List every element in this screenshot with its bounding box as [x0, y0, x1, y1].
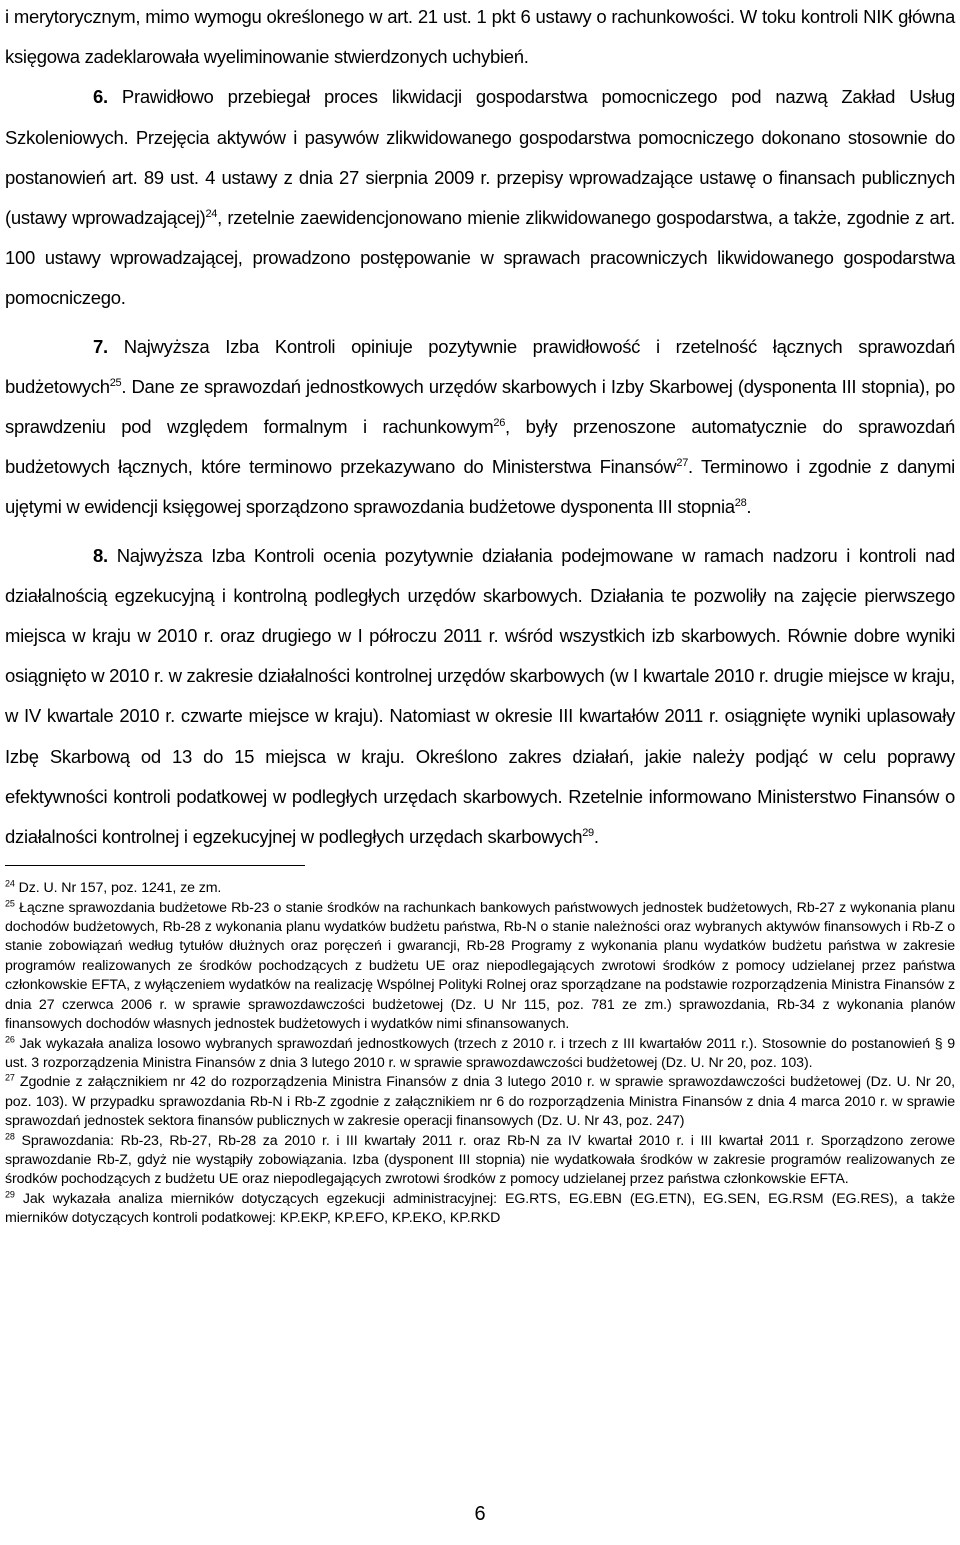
- footnote-number: 25: [5, 897, 15, 908]
- footnote-text: Jak wykazała analiza mierników dotyczących egzekucji administracyjnej: EG.RTS, EG.EBN (EG.ETN), EG.SEN, EG.RSM (EG.RES), a także mierników dotyczących kontroli podatkowej: KP.EKP, KP.EFO, KP.EKO, KP.RKD: [5, 1190, 955, 1227]
- footnote-29: [5, 1190, 955, 1229]
- footnote-ref[interactable]: 27: [676, 457, 689, 470]
- page-number: 6: [474, 1503, 486, 1525]
- paragraph-text: .: [593, 826, 599, 848]
- footnote-text: Łączne sprawozdania budżetowe Rb-23 o stanie środków na rachunkach bankowych państwowych jednostek budżetowych, Rb-27 z wykonania planu dochodów budżetowych, Rb-28 z wykonania planu wydatków budżetu państwa, Rb-N o stanie należności oraz wybranych aktywów finansowych i Rb-Z o stanie zobowiązań według tytułów dłużnych oraz poręczeń i gwarancji, Rb-28 Programy z wykonania planu wydatków budżetu państwa w zakresie programów realizowanych ze środków pochodzących z budżetu UE oraz niepodlegających zwrotowi środków z pomocy udzielanej przez państwa członkowskie EFTA, z wyłączeniem wydatków na realizację Wspólnej Polityki Rolnej oraz sporządzane na podstawie rozporządzenia Ministra Finansów z dnia 27 czerwca 2006 r. w sprawie sprawozdawczości budżetowej (Dz. U Nr 115, poz. 781 ze zm.) sprawozdania, Rb-34 z wykonania planów finansowych dochodów własnych jednostek budżetowych i wydatków nimi sfinansowanych.: [5, 899, 955, 1033]
- paragraph-text: Najwyższa Izba Kontroli ocenia pozytywnie działania podejmowane w ramach nadzoru i kontroli nad działalnością egzekucyjną i kontrolną podległych urzędów skarbowych. Działania te pozwoliły na zajęcie pierwszego miejsca w kraju w 2010 r. oraz drugiego w I półroczu 2011 r. wśród wszystkich izb skarbowych. Równie dobre wyniki osiągnięto w 2010 r. w zakresie działalności kontrolnej urzędów skarbowych (w I kwartale 2010 r. drugie miejsce w kraju, w IV kwartale 2010 r. czwarte miejsce w kraju). Natomiast w okresie III kwartałów 2011 r. osiągnięte wyniki uplasowały Izbę Skarbową od 13 do 15 miejsca w kraju. Określono zakres działań, jakie należy podjąć w celu poprawy efektywności kontroli podatkowej w podległych urzędach skarbowych. Rzetelnie informowano Ministerstwo Finansów o działalności kontrolnej i egzekucyjnej w podległych urzędach skarbowych: [5, 544, 955, 848]
- footnote-25: [5, 899, 955, 1035]
- footnotes: [5, 879, 955, 1228]
- footnote-number: 24: [5, 878, 15, 889]
- footnote-text: Zgodnie z załącznikiem nr 42 do rozporządzenia Ministra Finansów z dnia 3 lutego 2010 r. w sprawie sprawozdawczości budżetowej (Dz. U. Nr 20, poz. 103). W przypadku sprawozdania Rb-N i Rb-Z zgodnie z załącznikiem nr 6 do rozporządzenia Ministra Finansów z dnia 4 marca 2010 r. w sprawie sprawozdań jednostek sektora finansów publicznych w zakresie operacji finansowych (Dz. U. Nr 43, poz. 247): [5, 1074, 955, 1130]
- paragraph-number: 6.: [93, 86, 108, 108]
- paragraph-text: , rzetelnie zaewidencjonowano mienie zlikwidowanego gospodarstwa, a także, zgodnie z art. 100 ustawy wprowadzającej, prowadzono postępowanie w sprawach pracowniczych likwidowanego gospodarstwa pomocniczego.: [5, 207, 955, 309]
- footnote-number: 29: [5, 1189, 15, 1200]
- footnote-text: Sprawozdania: Rb-23, Rb-27, Rb-28 za 2010 r. i III kwartały 2011 r. oraz Rb-N za IV kwartał 2010 r. i III kwartał 2011 r. Sporządzono zerowe sprawozdanie Rb-Z, gdyż nie wystąpiły zobowiązania. Izba (dysponent III stopnia) nie wydatkowała środków w zakresie programów realizowanych ze środków pochodzących z budżetu UE oraz niepodlegających zwrotowi środków z pomocy udzielanej przez państwa członkowskie EFTA.: [5, 1132, 955, 1188]
- footnote-26: [5, 1035, 955, 1074]
- footnote-ref[interactable]: 25: [109, 376, 122, 389]
- main-text: [5, 0, 955, 857]
- footnote-text: Dz. U. Nr 157, poz. 1241, ze zm.: [14, 880, 222, 897]
- footnote-ref[interactable]: 29: [582, 826, 594, 839]
- footnote-27: [5, 1073, 955, 1131]
- paragraph-text: Prawidłowo przebiegał proces likwidacji gospodarstwa pomocniczego pod nazwą Zakład Usług Szkoleniowych. Przejęcia aktywów i pasywów zlikwidowanego gospodarstwa pomocniczego dokonano stosownie do postanowień art. 89 ust. 4 ustawy z dnia 27 sierpnia 2009 r. przepisy wprowadzające ustawę o finansach publicznych (ustawy wprowadzającej): [5, 86, 955, 229]
- paragraph-text: i merytorycznym, mimo wymogu określonego w art. 21 ust. 1 pkt 6 ustawy o rachunkowości. W toku kontroli NIK główna księgowa zadeklarowała wyeliminowanie stwierdzonych uchybień.: [5, 6, 955, 68]
- paragraph-8: [5, 536, 955, 858]
- paragraph-text: , były przenoszone automatycznie do sprawozdań budżetowych łącznych, które terminowo przekazywano do Ministerstwa Finansów: [5, 416, 955, 478]
- footnote-separator: [5, 865, 305, 866]
- footnote-ref[interactable]: 28: [734, 497, 747, 510]
- footnote-ref[interactable]: 26: [493, 416, 506, 429]
- paragraph-text: Najwyższa Izba Kontroli opiniuje pozytywnie prawidłowość i rzetelność łącznych sprawozdań budżetowych: [5, 335, 955, 397]
- footnote-28: [5, 1132, 955, 1190]
- paragraph-text: .: [746, 496, 752, 518]
- document-page: [5, 0, 955, 1229]
- paragraph-number: 7.: [93, 335, 108, 357]
- footnote-number: 26: [5, 1033, 15, 1044]
- paragraph-6: [5, 77, 955, 318]
- paragraph-text: . Dane ze sprawozdań jednostkowych urzędów skarbowych i Izby Skarbowej (dysponenta III stopnia), po sprawdzeniu pod względem formalnym i rachunkowym: [5, 375, 955, 438]
- paragraph-number: 8.: [93, 544, 108, 566]
- footnote-24: [5, 879, 955, 898]
- paragraph-text: . Terminowo i zgodnie z danymi ujętymi w ewidencji księgowej sporządzono sprawozdania budżetowe dysponenta III stopnia: [5, 456, 955, 518]
- footnote-number: 28: [5, 1130, 15, 1141]
- footnote-number: 27: [5, 1072, 15, 1083]
- paragraph-continuation: [5, 0, 955, 77]
- footnote-text: Jak wykazała analiza losowo wybranych sprawozdań jednostkowych (trzech z 2010 r. i trzech z III kwartałów 2011 r.). Stosownie do postanowień § 9 ust. 3 rozporządzenia Ministra Finansów z dnia 3 lutego 2010 r. w sprawie sprawozdawczości budżetowej (Dz. U. Nr 20, poz. 103).: [5, 1035, 955, 1071]
- paragraph-7: [5, 327, 955, 528]
- footnote-ref[interactable]: 24: [205, 207, 218, 220]
